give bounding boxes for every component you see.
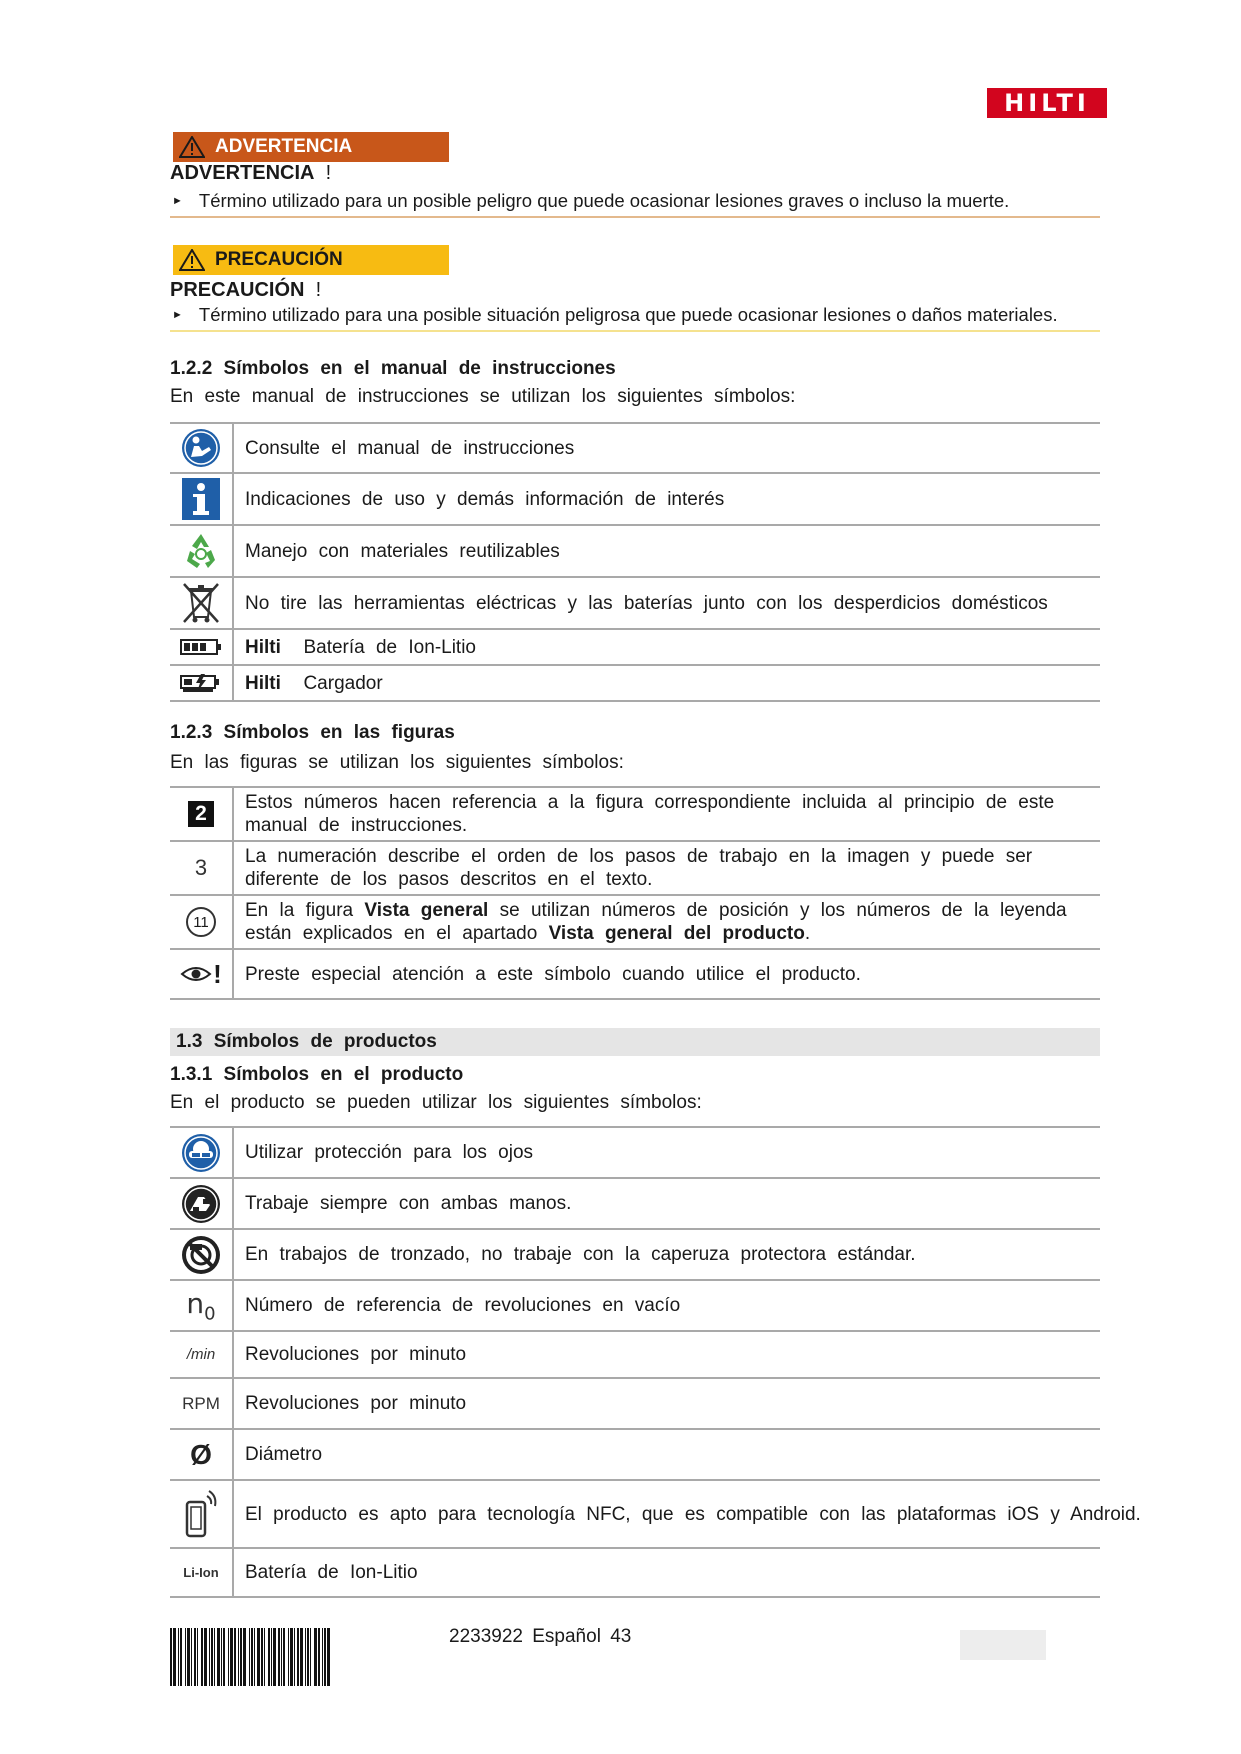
intro-1-2-3: En las figuras se utilizan los siguientes símbolos: bbox=[170, 752, 624, 773]
table-row bbox=[170, 1128, 1100, 1179]
row-text: En la figura Vista general se utilizan números de posición y los números de la leyenda están explicados en el apartado Vista general del producto. bbox=[245, 900, 1067, 944]
table-row bbox=[170, 1481, 1141, 1549]
figure-number-badge: 2 bbox=[188, 801, 214, 827]
nfc-phone-icon bbox=[181, 1486, 221, 1542]
warning-description: ► Término utilizado para un posible peligro que puede ocasionar lesiones graves o incluso la muerte. bbox=[172, 190, 1010, 211]
symbols-table-manual bbox=[170, 422, 1100, 702]
row-text: El producto es apto para tecnología NFC, que es compatible con las plataformas iOS y Android. bbox=[245, 1503, 1141, 1525]
row-text: Batería de Ion-Litio bbox=[245, 1562, 418, 1583]
row-text: La numeración describe el orden de los pasos de trabajo en la imagen y puede ser diferente de los pasos descritos en el texto. bbox=[245, 846, 1033, 890]
battery-icon bbox=[180, 638, 222, 656]
intro-1-3-1: En el producto se pueden utilizar los siguientes símbolos: bbox=[170, 1092, 702, 1113]
charger-icon bbox=[179, 672, 223, 694]
heading-1-3-1: 1.3.1 Símbolos en el producto bbox=[170, 1064, 464, 1085]
row-text: Hilti Batería de Ion-Litio bbox=[245, 636, 476, 658]
two-hands-icon bbox=[180, 1183, 222, 1225]
bullet-arrow-icon: ► bbox=[172, 195, 183, 207]
warning-banner-label: ADVERTENCIA bbox=[215, 136, 353, 157]
attention-mark: ! bbox=[213, 958, 222, 989]
table-row bbox=[170, 424, 1100, 474]
row-text: Manejo con materiales reutilizables bbox=[245, 540, 560, 562]
read-manual-icon bbox=[180, 427, 222, 469]
hilti-logo bbox=[987, 88, 1107, 118]
warning-banner bbox=[173, 132, 449, 162]
row-text: Estos números hacen referencia a la figura correspondiente incluida al principio de este manual de instrucciones. bbox=[245, 792, 1055, 836]
table-row bbox=[170, 630, 1100, 666]
li-ion-symbol: Li-Ion bbox=[183, 1565, 219, 1580]
hilti-logo-text: HILTI bbox=[1004, 89, 1090, 117]
barcode-image bbox=[170, 1628, 426, 1686]
info-icon bbox=[181, 477, 221, 521]
table-row bbox=[170, 578, 1100, 630]
rpm-symbol: RPM bbox=[182, 1393, 220, 1413]
table-row bbox=[170, 788, 1100, 842]
table-row bbox=[170, 1179, 1100, 1230]
step-number: 3 bbox=[194, 855, 208, 880]
heading-1-3: 1.3 Símbolos de productos bbox=[176, 1031, 437, 1052]
caution-triangle-icon bbox=[179, 249, 205, 271]
diameter-symbol: Ø bbox=[190, 1438, 212, 1470]
page-number: 43 bbox=[610, 1626, 632, 1647]
table-row bbox=[170, 526, 1100, 578]
no-guard-icon bbox=[180, 1234, 222, 1276]
row-text: Consulte el manual de instrucciones bbox=[245, 437, 575, 459]
row-text: Revoluciones por minuto bbox=[245, 1344, 467, 1365]
row-text: Revoluciones por minuto bbox=[245, 1393, 467, 1414]
doc-number: 2233922 bbox=[449, 1626, 523, 1647]
table-row bbox=[170, 474, 1100, 526]
table-row bbox=[170, 1230, 1100, 1281]
caution-banner bbox=[173, 245, 449, 275]
caution-description: ► Término utilizado para una posible situación peligrosa que puede ocasionar lesiones o daños materiales. bbox=[172, 304, 1058, 325]
footer-language: Español bbox=[532, 1626, 601, 1647]
warning-triangle-icon bbox=[179, 136, 205, 158]
eye-protection-icon bbox=[180, 1132, 222, 1174]
bullet-arrow-icon: ► bbox=[172, 309, 183, 321]
row-text: Trabaje siempre con ambas manos. bbox=[245, 1193, 572, 1214]
caution-signal-word: PRECAUCIÓN ! bbox=[170, 279, 322, 301]
table-row bbox=[170, 842, 1100, 896]
table-row bbox=[170, 896, 1100, 950]
table-row bbox=[170, 1430, 1100, 1481]
caution-rule bbox=[170, 330, 1100, 332]
row-text: Preste especial atención a este símbolo cuando utilice el producto. bbox=[245, 963, 861, 985]
intro-1-2-2: En este manual de instrucciones se utilizan los siguientes símbolos: bbox=[170, 386, 796, 407]
row-text: No tire las herramientas eléctricas y las baterías junto con los desperdicios domésticos bbox=[245, 592, 1048, 614]
warning-signal-word: ADVERTENCIA ! bbox=[170, 162, 332, 184]
row-text: Utilizar protección para los ojos bbox=[245, 1142, 534, 1163]
heading-1-2-2: 1.2.2 Símbolos en el manual de instrucciones bbox=[170, 358, 616, 379]
row-text: Indicaciones de uso y demás información de interés bbox=[245, 488, 725, 510]
table-row bbox=[170, 1281, 1100, 1332]
table-row bbox=[170, 666, 1100, 702]
section-bar-1-3 bbox=[170, 1028, 1100, 1056]
table-row bbox=[170, 1549, 1100, 1598]
symbols-table-figures bbox=[170, 786, 1100, 1000]
footer-grey-box bbox=[960, 1630, 1046, 1660]
symbols-table-product bbox=[170, 1126, 1141, 1598]
per-minute-symbol: /min bbox=[186, 1346, 216, 1363]
row-text: Diámetro bbox=[245, 1444, 323, 1465]
recycle-icon bbox=[180, 530, 222, 572]
row-text: Número de referencia de revoluciones en vacío bbox=[245, 1295, 681, 1316]
row-text: En trabajos de tronzado, no trabaje con la caperuza protectora estándar. bbox=[245, 1244, 916, 1265]
table-row bbox=[170, 1332, 1100, 1379]
eye-attention-icon bbox=[180, 963, 212, 985]
caution-banner-label: PRECAUCIÓN bbox=[215, 249, 343, 270]
table-row bbox=[170, 950, 1100, 1000]
idle-speed-symbol: $n_0$ bbox=[186, 1286, 216, 1325]
crossed-bin-icon bbox=[181, 581, 221, 625]
warning-rule bbox=[170, 216, 1100, 218]
position-number-circle: 11 bbox=[186, 907, 216, 937]
heading-1-2-3: 1.2.3 Símbolos en las figuras bbox=[170, 722, 455, 743]
page-footer bbox=[449, 1626, 631, 1648]
table-row bbox=[170, 1379, 1100, 1430]
row-text: Hilti Cargador bbox=[245, 672, 383, 694]
